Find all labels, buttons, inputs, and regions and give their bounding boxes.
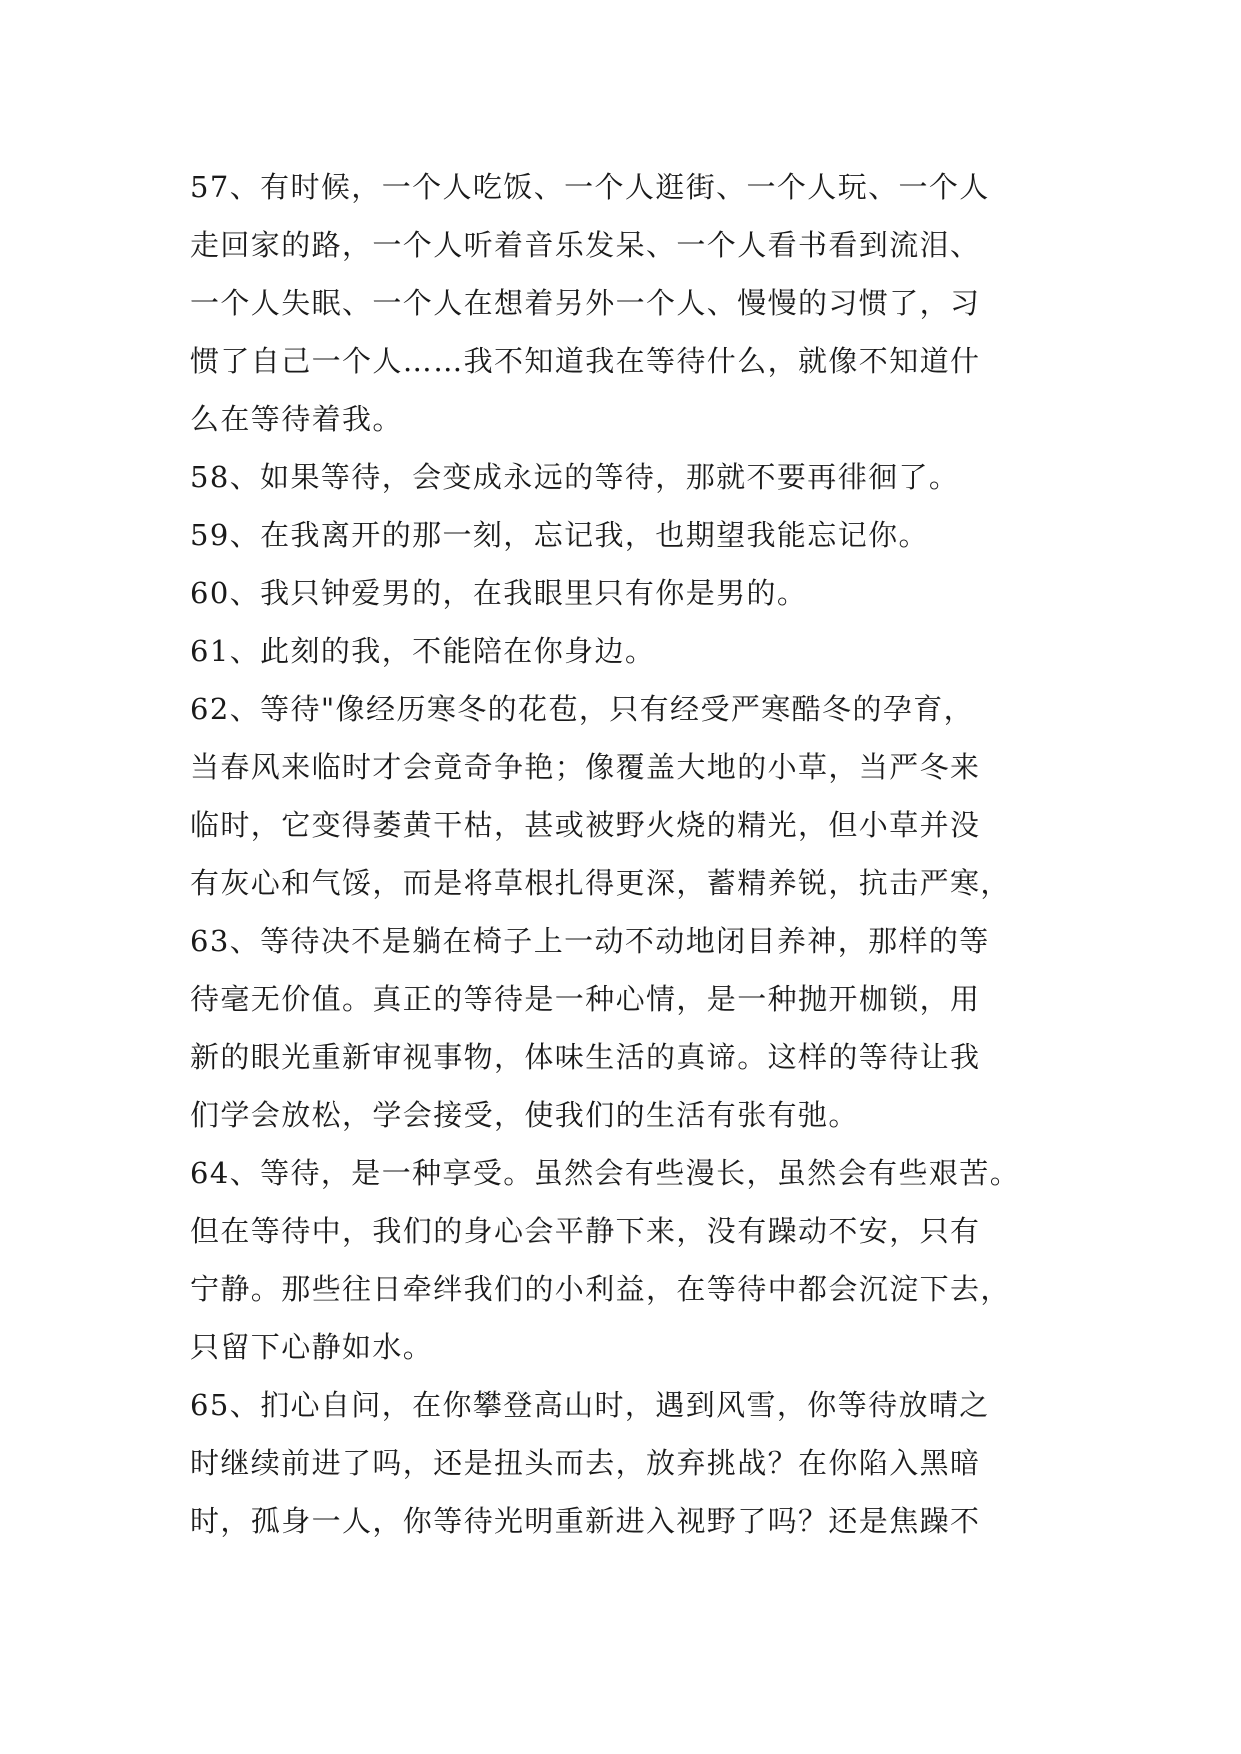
text-line: 临时，它变得萎黄干枯，甚或被野火烧的精光，但小草并没 <box>190 808 981 842</box>
document-body <box>190 158 1090 1550</box>
text-line: 么在等待着我。 <box>190 402 403 436</box>
text-line: 61、此刻的我，不能陪在你身边。 <box>190 634 656 668</box>
text-line: 只留下心静如水。 <box>190 1330 434 1364</box>
text-line: 时继续前进了吗，还是扭头而去，放弃挑战？在你陷入黑暗 <box>190 1446 981 1480</box>
text-line: 一个人失眠、一个人在想着另外一个人、慢慢的习惯了，习 <box>190 286 981 320</box>
text-line: 待毫无价值。真正的等待是一种心情，是一种抛开枷锁，用 <box>190 982 981 1016</box>
text-line: 惯了自己一个人……我不知道我在等待什么，就像不知道什 <box>190 344 981 378</box>
text-line: 65、扪心自问，在你攀登高山时，遇到风雪，你等待放晴之 <box>190 1388 990 1422</box>
text-line: 但在等待中，我们的身心会平静下来，没有躁动不安，只有 <box>190 1214 981 1248</box>
text-line: 60、我只钟爱男的，在我眼里只有你是男的。 <box>190 576 808 610</box>
text-line: 新的眼光重新审视事物，体味生活的真谛。这样的等待让我 <box>190 1040 981 1074</box>
text-line: 走回家的路，一个人听着音乐发呆、一个人看书看到流泪、 <box>190 228 981 262</box>
text-line: 58、如果等待，会变成永远的等待，那就不要再徘徊了。 <box>190 460 960 494</box>
text-line: 宁静。那些往日牵绊我们的小利益，在等待中都会沉淀下去， <box>190 1272 1011 1306</box>
text-line: 57、有时候，一个人吃饭、一个人逛街、一个人玩、一个人 <box>190 170 990 204</box>
text-line: 有灰心和气馁，而是将草根扎得更深，蓄精养锐，抗击严寒， <box>190 866 1011 900</box>
text-line: 时，孤身一人，你等待光明重新进入视野了吗？还是焦躁不 <box>190 1504 981 1538</box>
text-line: 62、等待"像经历寒冬的花苞，只有经受严寒酷冬的孕育， <box>190 692 975 726</box>
text-line: 63、等待决不是躺在椅子上一动不动地闭目养神，那样的等 <box>190 924 990 958</box>
text-line: 64、等待，是一种享受。虽然会有些漫长，虽然会有些艰苦。 <box>190 1156 1021 1190</box>
text-line: 当春风来临时才会竟奇争艳；像覆盖大地的小草，当严冬来 <box>190 750 981 784</box>
text-line: 59、在我离开的那一刻，忘记我，也期望我能忘记你。 <box>190 518 929 552</box>
text-line: 们学会放松，学会接受，使我们的生活有张有弛。 <box>190 1098 859 1132</box>
